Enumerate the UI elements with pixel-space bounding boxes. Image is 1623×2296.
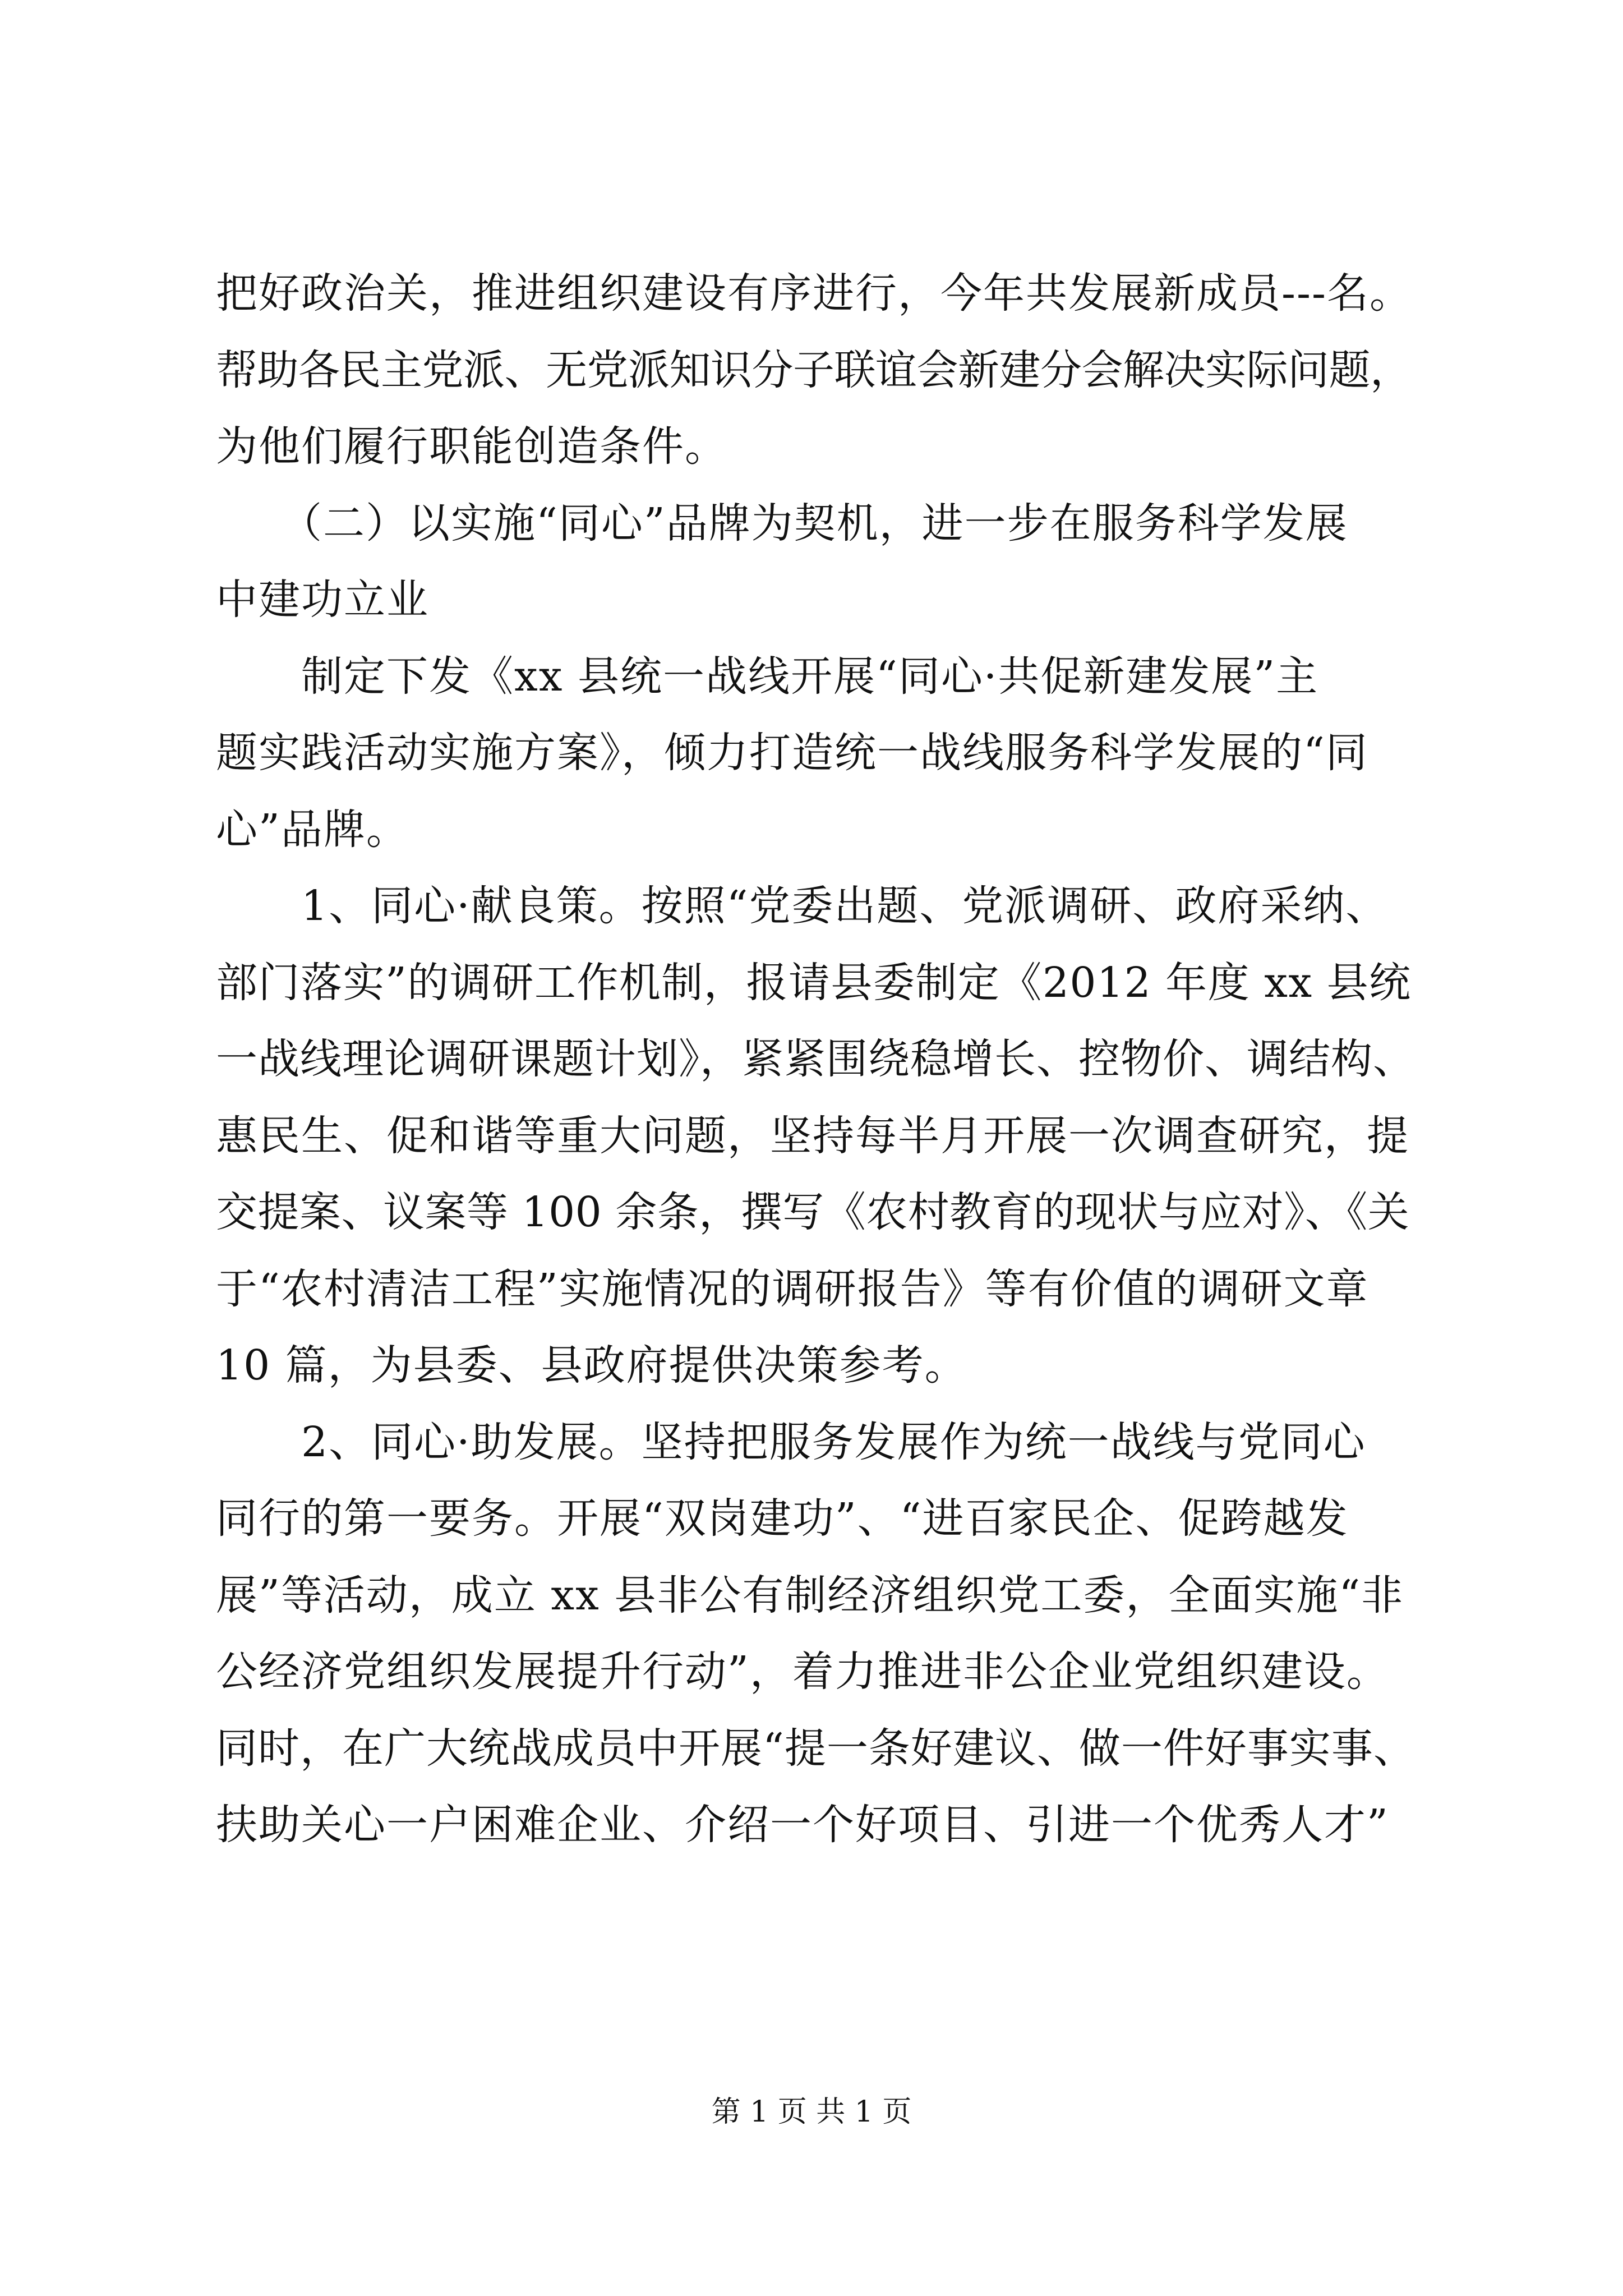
text-line: 1、同心·献良策。按照“党委出题、党派调研、政府采纳、 <box>216 882 1389 930</box>
text-line: 同时，在广大统战成员中开展“提一条好建议、做一件好事实事、 <box>216 1724 1415 1773</box>
page-number-label: 第 1 页 共 1 页 <box>711 2095 912 2129</box>
text-line: 题实践活动实施方案》，倾力打造统一战线服务科学发展的“同 <box>216 729 1368 777</box>
text-line: 同行的第一要务。开展“双岗建功”、“进百家民企、促跨越发 <box>216 1494 1349 1543</box>
section-heading-line: 中建功立业 <box>216 576 429 624</box>
text-line: 惠民生、促和谐等重大问题，坚持每半月开展一次调查研究，提 <box>216 1111 1409 1160</box>
text-line: 交提案、议案等 100 余条，撰写《农村教育的现状与应对》、《关 <box>216 1188 1410 1236</box>
text-line: 把好政治关，推进组织建设有序进行，今年共发展新成员---名。 <box>216 269 1413 318</box>
document-body <box>216 255 1416 1864</box>
section-heading-line: （二）以实施“同心”品牌为契机，进一步在服务科学发展 <box>216 499 1348 547</box>
text-line: 心”品牌。 <box>216 805 409 854</box>
text-line: 扶助关心一户困难企业、介绍一个好项目、引进一个优秀人才” <box>216 1801 1389 1849</box>
text-line: 于“农村清洁工程”实施情况的调研报告》等有价值的调研文章 <box>216 1264 1369 1313</box>
text-line: 部门落实”的调研工作机制，报请县委制定《2012 年度 xx 县统 <box>216 958 1412 1007</box>
text-line: 公经济党组织发展提升行动”，着力推进非公企业党组织建设。 <box>216 1648 1389 1696</box>
text-line: 制定下发《xx 县统一战线开展“同心·共促新建发展”主 <box>216 652 1319 701</box>
text-line: 展”等活动，成立 xx 县非公有制经济组织党工委，全面实施“非 <box>216 1571 1404 1619</box>
text-line: 一战线理论调研课题计划》，紧紧围绕稳增长、控物价、调结构、 <box>216 1035 1415 1083</box>
text-line: 为他们履行职能创造条件。 <box>216 422 727 471</box>
page-footer <box>0 2092 1623 2132</box>
text-line: 帮助各民主党派、无党派知识分子联谊会新建分会解决实际问题， <box>216 346 1412 394</box>
text-line: 2、同心·助发展。坚持把服务发展作为统一战线与党同心 <box>216 1418 1366 1466</box>
text-line: 10 篇，为县委、县政府提供决策参考。 <box>216 1341 967 1389</box>
